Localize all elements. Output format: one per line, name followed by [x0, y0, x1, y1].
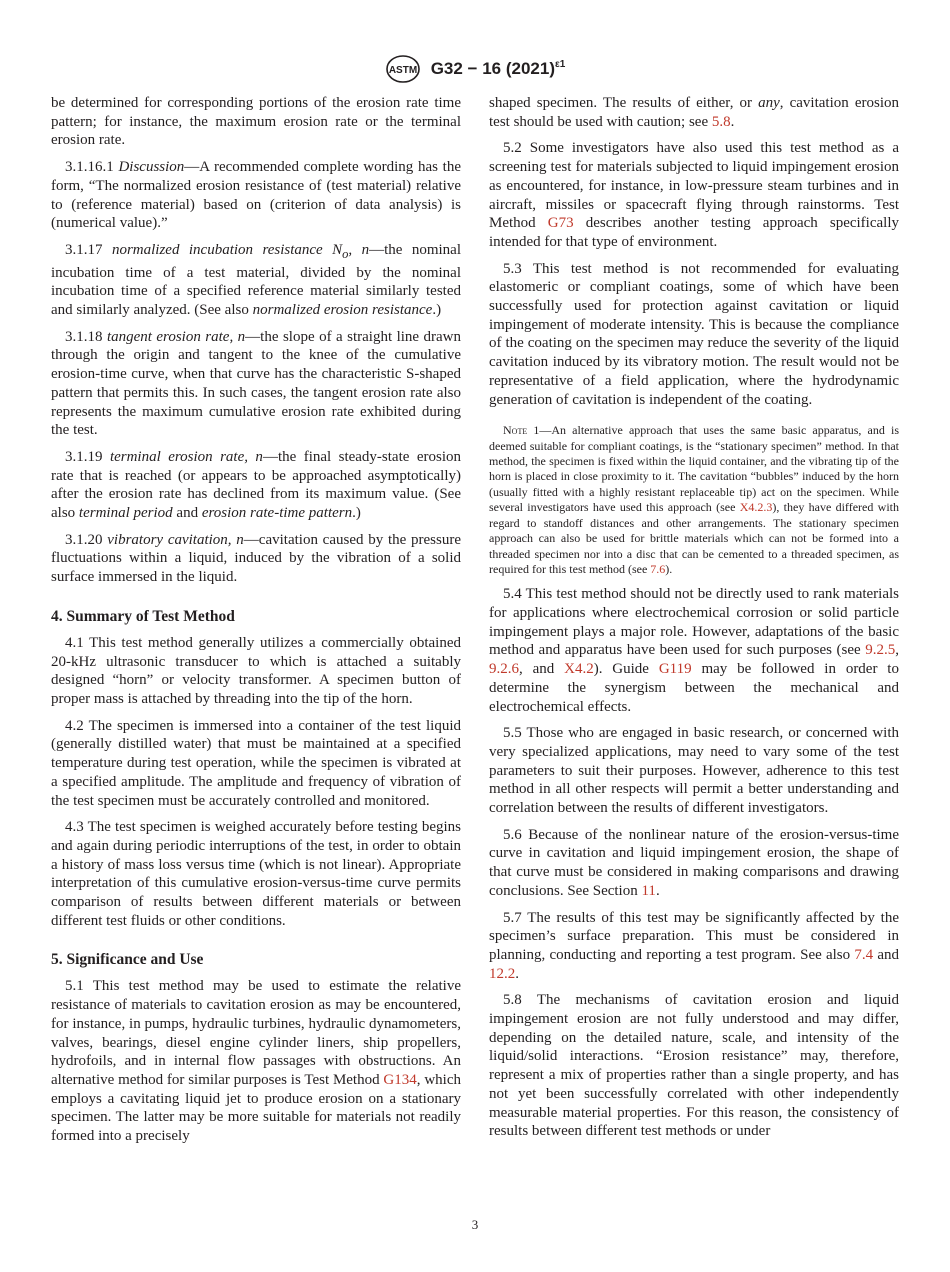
astm-logo-icon	[385, 54, 421, 84]
paragraph-5-7: 5.7 The results of this test may be significantly affected by the specimen’s surface preparation. This must be considered in planning, conducting and reporting a test program. See also 7.4 and 12.2.	[489, 909, 899, 982]
paragraph-5-2: 5.2 Some investigators have also used this test method as a screening test for materials subjected to liquid impingement erosion as encountered, for instance, in low-pressure steam turbines and in aircraft, missiles or spacecraft flying through rainstorms. Test Method G73 describes another testing approach specifically intended for that type of environment.	[489, 140, 899, 250]
link-7-4[interactable]: 7.4	[854, 946, 874, 963]
paragraph-3-1-16-1: 3.1.16.1 Discussion—A recommended complete wording has the form, “The normalized erosion resistance of (test material) relative to (reference material) based on (criterion of data analysis) is (numerical value).”	[51, 159, 462, 232]
document-designation: G32 − 16 $(2021)^{\varepsilon 1}$	[430, 59, 566, 78]
page-number: 3	[471, 1217, 479, 1232]
paragraph-5-1: 5.1 This test method may be used to estimate the relative resistance of materials to cavitation erosion as may be encountered, for instance, in pumps, hydraulic turbines, hydraulic dynamometers, valves, bearings, diesel engine cylinder liners, ship propellers, hydrofoils, and in internal flow passages with obstructions. An alternative method for similar purposes is Test Method G134, which employs a cavitating liquid jet to produce erosion on a stationary specimen. The latter may be more suitable for materials not readily formed into a precisely	[51, 978, 461, 1145]
page-header	[0, 54, 950, 84]
link-9-2-6[interactable]: 9.2.6	[489, 661, 519, 678]
epsilon-superscript: ε1	[554, 59, 566, 70]
link-x4-2-3[interactable]: X4.2.3	[739, 500, 773, 515]
paragraph-3-1-19: 3.1.19 terminal erosion rate, n—the final steady-state erosion rate that is reached (or appears to be approached asymptotically) after the erosion rate has declined from its maximum value. (See also terminal period and erosion rate-time pattern.)	[51, 448, 462, 522]
link-5-8[interactable]: 5.8	[711, 113, 731, 130]
section-heading-4: 4. Summary of Test Method	[51, 607, 235, 625]
paragraph-5-4: 5.4 This test method should not be directly used to rank materials for applications where electrochemical corrosion or solid particle impingement plays a major role. However, adaptations of the basic method and apparatus have been used for such purposes (see 9.2.5, 9.2.6, and X4.2). Guide G119 may be followed in order to determine the synergism between the mechanical and electrochemical effects.	[489, 586, 899, 715]
note-1: Note 1—An alternative approach that uses the same basic apparatus, and is deemed suitable for compliant coatings, is the “stationary specimen” method. In that method, the specimen is fixed within the liquid container, and the vibrating tip of the horn is placed in close proximity to it. The cavitation “bubbles” induced by the horn (usually fitted with a highly resistant replaceable tip) act on the specimen. While several investigators have used this approach (see X4.2.3), they have differed with regard to standoff distances and other arrangements. The stationary specimen approach can also be used for brittle materials which can not be formed into a threaded specimen nor into a disc that can be cemented to a threaded specimen, as required for this test method (see 7.6).	[489, 423, 899, 576]
logo-text: ASTM	[388, 65, 417, 76]
link-section-11[interactable]: 11	[641, 882, 656, 899]
paragraph-5-1-continuation: shaped specimen. The results of either, or any, cavitation erosion test should be used with caution; see 5.8.	[489, 95, 899, 130]
paragraph-3-1-17: 3.1.17 normalized incubation resistance $N_o$, n—the nominal incubation time of a test material, divided by the nominal incubation time of a specified reference material similarly tested and similarly analyzed. (See also normalized erosion resistance.)	[51, 241, 462, 319]
paragraph-5-3: 5.3 This test method is not recommended for evaluating elastomeric or compliant coatings, some of which have been successfully used for protection against cavitation or liquid impingement of moderate intensity. This is because the compliance of the coating on the specimen may reduce the severity of the liquid cavitation induced by its vibratory motion. The result would not be representative of a field application, where the hydrodynamic generation of cavitation is independent of the coating.	[489, 260, 899, 408]
link-9-2-5[interactable]: 9.2.5	[865, 642, 896, 659]
paragraph-5-5: 5.5 Those who are engaged in basic research, or concerned with very specialized applications, may need to vary some of the test parameters to suit their purposes. However, adherence to this test method in all other respects will permit a better understanding and correlation between the results of different investigators.	[489, 725, 899, 817]
link-12-2[interactable]: 12.2	[489, 965, 516, 982]
paragraph-4-2: 4.2 The specimen is immersed into a container of the test liquid (generally distilled water) that must be maintained at a specified temperature during test operation, while the specimen is vibrated at a specified amplitude. The amplitude and frequency of vibration of the test specimen must be accurately controlled and monitored.	[51, 717, 461, 809]
paragraph-5-8: 5.8 The mechanisms of cavitation erosion and liquid impingement erosion are not fully understood and may differ, depending on the detailed nature, scale, and intensity of the liquid/solid interactions. “Erosion resistance” may, therefore, represent a mix of properties rather than a single property, and has not yet been successfully correlated with other independently measurable material properties. For this reason, the consistency of results between different test methods or under	[489, 992, 899, 1140]
paragraph-4-3: 4.3 The test specimen is weighed accurately before testing begins and again during periodic interruptions of the test, in order to obtain a history of mass loss versus time (which is not linear). Appropriate interpretation of this cumulative erosion-versus-time curve permits comparison of results between different materials or between different test fluids or other conditions.	[51, 819, 461, 929]
link-g119[interactable]: G119	[658, 661, 692, 678]
paragraph-3-1-20: 3.1.20 vibratory cavitation, n—cavitation caused by the pressure fluctuations within a liquid, induced by the vibration of a solid surface immersed in the liquid.	[51, 531, 462, 586]
link-7-6[interactable]: 7.6	[650, 561, 666, 576]
paragraph-3-1-18: 3.1.18 tangent erosion rate, n—the slope of a straight line drawn through the origin and tangent to the knee of the cumulative erosion-time curve, when that curve has the characteristic S-shaped pattern that permits this. In such cases, the tangent erosion rate also represents the maximum cumulative erosion rate exhibited during the test.	[51, 328, 461, 439]
link-g134[interactable]: G134	[383, 1071, 417, 1088]
link-x4-2[interactable]: X4.2	[564, 661, 594, 678]
left-column	[51, 94, 461, 1154]
paragraph-4-1: 4.1 This test method generally utilizes a commercially obtained 20-kHz ultrasonic transducer to which is attached a suitably designed “horn” or velocity transformer. A specimen button of proper mass is attached by threading into the tip of the horn.	[51, 634, 461, 707]
paragraph-continuation: be determined for corresponding portions of the erosion rate time pattern; for instance, the maximum erosion rate or the terminal erosion rate.	[51, 95, 461, 149]
paragraph-5-6: 5.6 Because of the nonlinear nature of the erosion-versus-time curve in cavitation and liquid impingement erosion, the shape of that curve must be considered in making comparisons and drawing conclusions. See Section 11.	[489, 826, 899, 899]
link-g73[interactable]: G73	[547, 215, 574, 232]
right-column	[489, 94, 899, 1149]
section-heading-5: 5. Significance and Use	[51, 951, 204, 969]
